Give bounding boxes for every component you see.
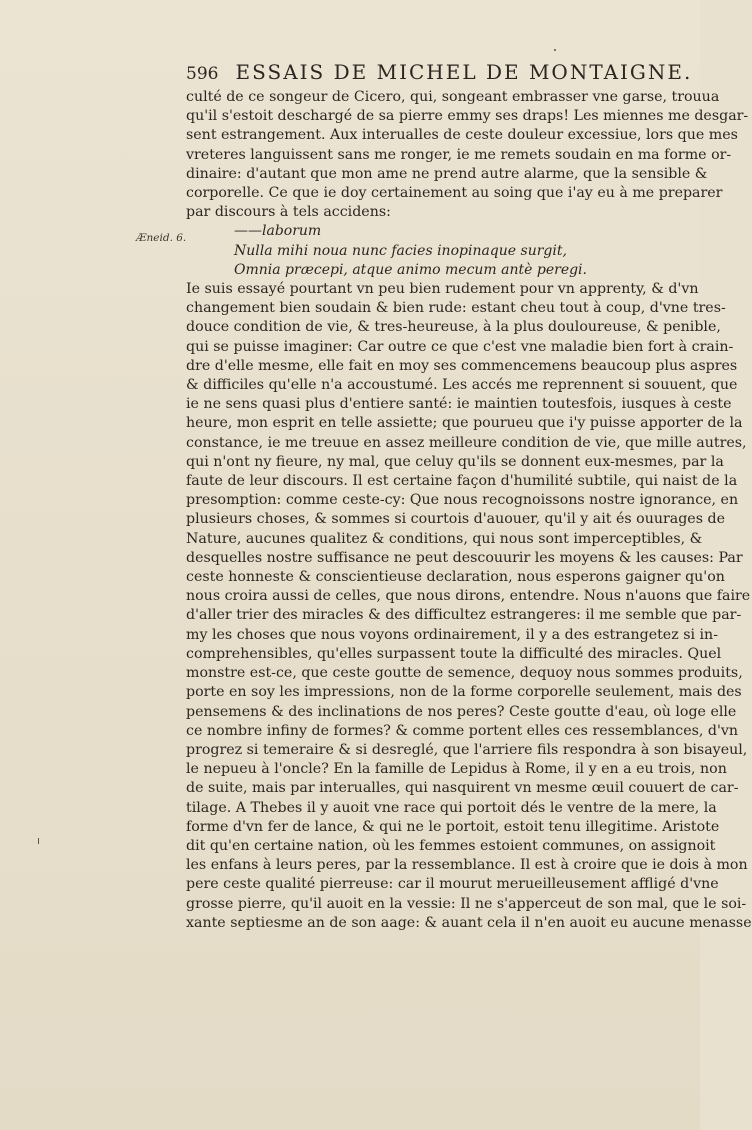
- text-line: ceste honneste & conscientieuse declaration, nous esperons gaigner qu'on: [186, 569, 725, 586]
- text-line: vreteres languissent sans me ronger, ie me remets soudain en ma forme or-: [186, 146, 732, 163]
- text-line: les enfans à leurs peres, par la ressemblance. Il est à croire que ie dois à mon: [186, 857, 748, 874]
- paper-speck: [554, 49, 556, 51]
- text-line: qui se puisse imaginer: Car outre ce que c'est vne maladie bien fort à crain-: [186, 338, 734, 355]
- paper-speck: [38, 838, 39, 844]
- text-line: my les choses que nous voyons ordinairement, il y a des estrangetez si in-: [186, 626, 718, 643]
- text-line: Ie suis essayé pourtant vn peu bien rudement pour vn apprenty, & d'vn: [186, 281, 699, 298]
- text-line: nous croira aussi de celles, que nous dirons, entendre. Nous n'auons que faire: [186, 588, 751, 605]
- text-line: presomption: comme ceste-cy: Que nous recognoissons nostre ignorance, en: [186, 492, 739, 509]
- margin-note: Æneid. 6.: [136, 232, 187, 244]
- text-line: tilage. A Thebes il y auoit vne race qui portoit dés le ventre de la mere, la: [186, 799, 717, 816]
- text-line: d'aller trier des miracles & des difficultez estrangeres: il me semble que par-: [186, 607, 742, 624]
- text-line: par discours à tels accidens:: [186, 204, 391, 221]
- text-line: dit qu'en certaine nation, où les femmes estoient communes, on assignoit: [186, 837, 716, 854]
- verse-line: ——laborum: [234, 223, 322, 240]
- text-line: qu'il s'estoit deschargé de sa pierre emmy ses draps! Les miennes me desgar-: [186, 108, 749, 125]
- text-line: grosse pierre, qu'il auoit en la vessie: Il ne s'apperceut de son mal, que le soi-: [186, 895, 747, 912]
- running-title: ESSAIS DE MICHEL DE MONTAIGNE.: [235, 60, 693, 84]
- text-line: xante septiesme an de son aage: & auant cela il n'en auoit eu aucune menasse: [186, 914, 752, 931]
- text-line: porte en soy les impressions, non de la forme corporelle seulement, mais des: [186, 684, 742, 701]
- text-line: de suite, mais par interualles, qui nasquirent vn mesme œuil couuert de car-: [186, 780, 739, 797]
- text-line: ie ne sens quasi plus d'entiere santé: ie maintien toutesfois, iusques à ceste: [186, 396, 732, 413]
- text-line: le nepueu à l'oncle? En la famille de Lepidus à Rome, il y en a eu trois, non: [186, 761, 727, 778]
- text-line: ce nombre infiny de formes? & comme portent elles ces ressemblances, d'vn: [186, 722, 739, 739]
- text-line: culté de ce songeur de Cicero, qui, songeant embrasser vne garse, trouua: [186, 89, 720, 105]
- text-line: progrez si temeraire & si desreglé, que l'arriere fils respondra à son bisayeul,: [186, 741, 748, 758]
- text-line: changement bien soudain & bien rude: estant cheu tout à coup, d'vne tres-: [186, 300, 726, 317]
- text-line: comprehensibles, qu'elles surpassent toute la difficulté des miracles. Quel: [186, 645, 722, 662]
- text-line: plusieurs choses, & sommes si courtois d'auouer, qu'il y ait és ouurages de: [186, 511, 725, 528]
- text-line: desquelles nostre suffisance ne peut descouurir les moyens & les causes: Par: [186, 549, 743, 566]
- text-line: dre d'elle mesme, elle fait en moy ses commencemens beaucoup plus aspres: [186, 357, 738, 374]
- text-line: constance, ie me treuue en assez meilleure condition de vie, que mille autres,: [186, 434, 747, 451]
- text-line: corporelle. Ce que ie doy certainement au soing que i'ay eu à me preparer: [186, 185, 723, 202]
- text-line: qui n'ont ny fieure, ny mal, que celuy qu'ils se donnent eux-mesmes, par la: [186, 453, 724, 470]
- text-line: dinaire: d'autant que mon ame ne prend autre alarme, que la sensible &: [186, 165, 708, 182]
- verse-line: Nulla mihi noua nunc facies inopinaque surgit,: [234, 242, 567, 259]
- body-text: [186, 88, 752, 933]
- text-line: pensemens & des inclinations de nos peres? Ceste goutte d'eau, où loge elle: [186, 703, 737, 720]
- text-line: & difficiles qu'elle n'a accoustumé. Les accés me reprennent si souuent, que: [186, 377, 738, 394]
- text-line: heure, mon esprit en telle assiette; que pourueu que i'y puisse apporter de la: [186, 415, 743, 432]
- text-line: douce condition de vie, & tres-heureuse, à la plus douloureuse, & penible,: [186, 319, 721, 336]
- page-number: 596: [186, 64, 219, 84]
- text-line: Nature, aucunes qualitez & conditions, qui nous sont imperceptibles, &: [186, 530, 703, 547]
- text-line: pere ceste qualité pierreuse: car il mourut merueilleusement affligé d'vne: [186, 876, 719, 893]
- text-line: forme d'vn fer de lance, & qui ne le portoit, estoit tenu illegitime. Aristote: [186, 818, 720, 835]
- text-line: faute de leur discours. Il est certaine façon d'humilité subtile, qui naist de la: [186, 473, 738, 490]
- text-line: monstre est-ce, que ceste goutte de semence, dequoy nous sommes produits,: [186, 665, 743, 682]
- verse-line: Omnia præcepi, atque animo mecum antè peregi.: [234, 261, 587, 278]
- text-line: sent estrangement. Aux interualles de ceste douleur excessiue, lors que mes: [186, 127, 738, 144]
